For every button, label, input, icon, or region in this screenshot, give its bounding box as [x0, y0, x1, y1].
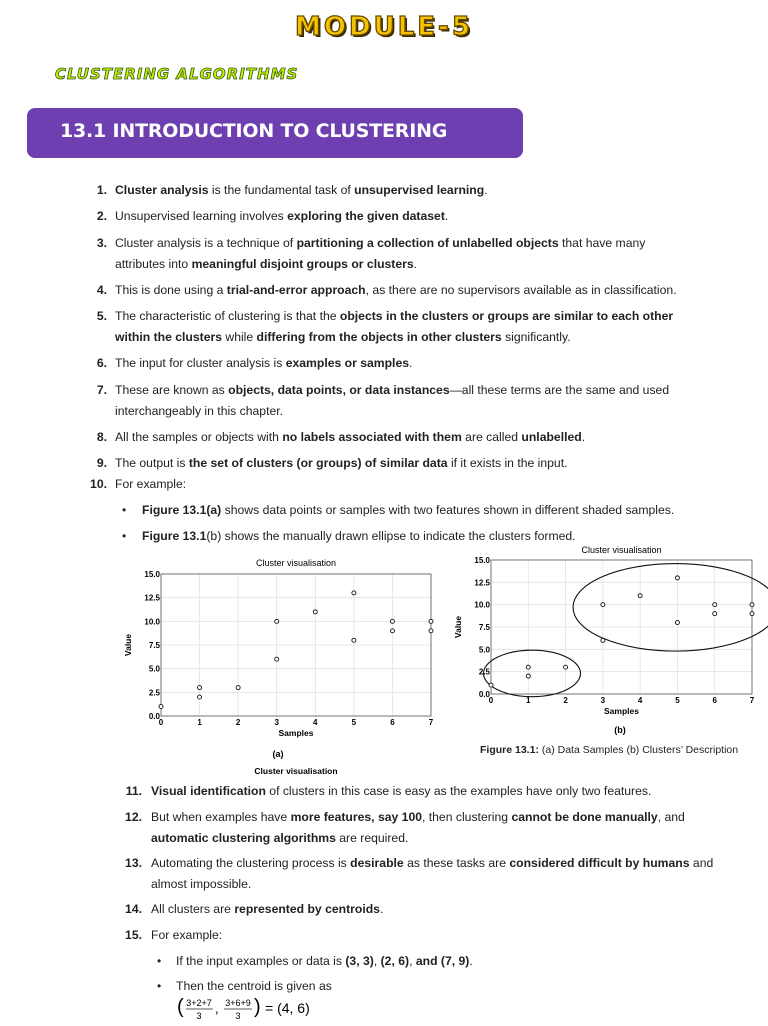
data-point	[526, 674, 530, 678]
bold-text: (3, 3)	[345, 954, 374, 968]
bold-text: partitioning a collection of unlabelled objects	[296, 236, 559, 250]
list-number: 7.	[96, 383, 107, 397]
data-point	[675, 576, 679, 580]
list-item-text	[115, 474, 186, 495]
bold-text: represented by centroids	[234, 902, 380, 916]
bold-text: Cluster analysis	[115, 183, 209, 197]
list-item-text	[115, 233, 645, 254]
text-run: , and	[657, 810, 685, 824]
bold-text: objects, data points, or data instances	[228, 383, 450, 397]
data-point	[564, 665, 568, 669]
text-run: Then the centroid is given as	[176, 979, 332, 993]
text-run: significantly.	[501, 330, 571, 344]
list-number: 13.	[125, 856, 142, 870]
list-item-text	[151, 807, 685, 828]
text-run: is the fundamental task of	[208, 183, 355, 197]
y-tick-label: 5.0	[148, 664, 160, 674]
text-run: The output is	[115, 456, 189, 470]
text-run: All clusters are	[151, 902, 235, 916]
text-run: of clusters in this case is easy as the examples have only two features.	[265, 784, 652, 798]
x-tick-label: 7	[749, 696, 755, 705]
list-item-text	[115, 206, 448, 227]
y-tick-label: 7.5	[478, 623, 490, 632]
text-run: Unsupervised learning involves	[115, 209, 288, 223]
data-point	[198, 686, 202, 690]
formula-svg	[177, 996, 337, 1022]
x-tick-label: 1	[526, 696, 531, 705]
bold-text: trial-and-error approach	[226, 283, 366, 297]
text-run: shows data points or samples with two features shown in different shaded samples.	[221, 503, 675, 517]
bold-text: unlabelled	[521, 430, 582, 444]
x-tick-label: 7	[428, 718, 434, 727]
text-run: For example:	[151, 928, 223, 942]
text-run: (b) shows the manually drawn ellipse to indicate the clusters formed.	[206, 529, 576, 543]
bold-text: unsupervised learning	[354, 183, 485, 197]
y-tick-label: 10.0	[474, 600, 490, 610]
list-number: 8.	[96, 430, 107, 444]
list-number: 12.	[125, 810, 142, 824]
formula-rparen: )	[254, 996, 261, 1018]
bullet-icon: •	[157, 979, 162, 993]
x-tick-label: 6	[712, 696, 717, 705]
bullet-icon: •	[157, 954, 162, 968]
bold-text: Figure 13.1(a)	[142, 503, 222, 517]
chapter-subtitle: CLUSTERING ALGORITHMS	[55, 65, 299, 83]
text-run: , as there are no supervisors available as in classification.	[365, 283, 677, 297]
x-tick-label: 4	[313, 718, 318, 727]
chart-b-sublabel: (b)	[614, 725, 626, 735]
section-title: 13.1 INTRODUCTION TO CLUSTERING	[60, 120, 448, 142]
text-run: as these tasks are	[403, 856, 510, 870]
formula-comma: ,	[215, 1001, 219, 1016]
text-run: and	[689, 856, 714, 870]
bold-text: Visual identification	[151, 784, 266, 798]
text-run: —all these terms are the same and used	[449, 383, 670, 397]
bold-text: no labels associated with them	[282, 430, 462, 444]
bold-text: cannot be done manually	[511, 810, 658, 824]
data-point	[750, 603, 754, 607]
text-run: attributes into	[115, 257, 192, 271]
list-item-text	[115, 453, 567, 474]
x-tick-label: 3	[600, 696, 606, 705]
data-point	[159, 705, 163, 709]
x-tick-label: 0	[158, 718, 164, 727]
data-point	[275, 657, 279, 661]
list-item-text	[151, 925, 222, 946]
y-tick-label: 2.5	[478, 667, 490, 677]
text-run: If the input examples or data is	[176, 954, 346, 968]
x-axis-label: Samples	[604, 706, 639, 716]
list-item-text	[115, 306, 673, 327]
x-tick-label: 2	[235, 718, 241, 727]
list-item-text	[115, 180, 488, 201]
text-run: interchangeably in this chapter.	[115, 404, 284, 418]
text-run: .	[409, 356, 413, 370]
chart-a-undercaption: Cluster visualisation	[254, 766, 338, 776]
bold-text: examples or samples	[285, 356, 410, 370]
list-number: 15.	[125, 928, 142, 942]
data-point	[390, 619, 394, 623]
formula-den2: 3	[235, 1011, 241, 1021]
x-tick-label: 2	[563, 696, 568, 705]
x-tick-label: 1	[197, 718, 202, 727]
bold-text: within the clusters	[115, 330, 222, 344]
y-tick-label: 7.5	[148, 641, 160, 650]
y-axis-label: Value	[453, 615, 463, 639]
figure-caption	[480, 744, 738, 756]
y-tick-label: 15.0	[474, 556, 490, 565]
data-point	[489, 683, 493, 687]
y-tick-label: 10.0	[144, 617, 160, 627]
text-run: .	[413, 257, 418, 271]
x-tick-label: 5	[351, 718, 357, 727]
bullet-icon: •	[122, 529, 127, 543]
bold-text: objects in the clusters or groups are similar to each other	[339, 309, 674, 323]
bold-text: Figure 13.1	[142, 529, 207, 543]
formula-rhs: = (4, 6)	[265, 1000, 310, 1016]
chart-title: Cluster visualisation	[581, 545, 662, 555]
data-point	[713, 612, 717, 616]
bold-text: (2, 6)	[380, 954, 410, 968]
bullet-item-text	[142, 500, 674, 521]
text-run: that have many	[558, 236, 646, 250]
bold-text: exploring the given dataset	[287, 209, 445, 223]
data-point	[638, 594, 642, 598]
data-point	[236, 686, 240, 690]
bold-text: more features, say 100	[290, 810, 422, 824]
list-item-text	[151, 899, 383, 920]
list-number: 9.	[96, 456, 107, 470]
list-number: 10.	[90, 477, 107, 491]
list-number: 5.	[96, 309, 107, 323]
figure-caption-label: Figure 13.1:	[480, 744, 539, 756]
formula-den1: 3	[196, 1011, 202, 1021]
data-point	[198, 695, 202, 699]
bold-text: the set of clusters (or groups) of similar data	[188, 456, 448, 470]
data-point	[275, 619, 279, 623]
list-item-text	[115, 380, 669, 401]
scatter-chart-b	[452, 542, 768, 742]
bold-text: meaningful disjoint groups or clusters	[191, 257, 414, 271]
list-number: 2.	[96, 209, 107, 223]
text-run: This is done using a	[115, 283, 227, 297]
text-run: The input for cluster analysis is	[115, 356, 286, 370]
y-tick-label: 0.0	[478, 690, 490, 699]
x-tick-label: 6	[390, 718, 395, 727]
list-item-text	[115, 280, 677, 301]
figure-caption-text: (a) Data Samples (b) Clusters’ Description	[538, 744, 739, 756]
data-point	[429, 629, 433, 633]
text-run: But when examples have	[151, 810, 291, 824]
bold-text: and (7, 9)	[415, 954, 470, 968]
text-run: , then clustering	[422, 810, 512, 824]
text-run: All the samples or objects with	[115, 430, 283, 444]
list-item-text	[115, 427, 585, 448]
y-tick-label: 12.5	[144, 593, 160, 603]
text-run: ,	[409, 954, 416, 968]
section-banner	[27, 108, 523, 158]
list-item-text	[151, 853, 713, 874]
list-number: 14.	[125, 902, 142, 916]
text-run: almost impossible.	[151, 877, 252, 891]
list-number: 11.	[125, 784, 142, 798]
formula-num1: 3+2+7	[186, 998, 212, 1008]
bold-text: automatic clustering algorithms	[151, 831, 336, 845]
text-run: .	[581, 430, 586, 444]
data-point	[675, 621, 679, 625]
list-number: 4.	[96, 283, 107, 297]
text-run: The characteristic of clustering is that the	[115, 309, 340, 323]
text-run: are required.	[335, 831, 409, 845]
data-point	[526, 665, 530, 669]
y-tick-label: 12.5	[474, 578, 490, 588]
y-axis-label: Value	[123, 633, 133, 657]
text-run: .	[444, 209, 449, 223]
list-number: 6.	[96, 356, 107, 370]
cluster-ellipse	[573, 564, 768, 652]
data-point	[601, 638, 605, 642]
y-tick-label: 5.0	[478, 645, 490, 655]
data-point	[601, 603, 605, 607]
text-run: Automating the clustering process is	[151, 856, 351, 870]
text-run: For example:	[115, 477, 187, 491]
formula-num2: 3+6+9	[225, 998, 251, 1008]
chart-title: Cluster visualisation	[255, 558, 337, 568]
text-run: .	[379, 902, 384, 916]
bold-text: considered difficult by humans	[509, 856, 690, 870]
y-tick-label: 0.0	[148, 712, 160, 721]
bullet-item-text	[176, 976, 332, 997]
data-point	[390, 629, 394, 633]
list-item-text-cont	[115, 401, 283, 422]
list-item-text-cont	[151, 874, 251, 895]
y-tick-label: 2.5	[148, 688, 160, 698]
text-run: .	[469, 954, 473, 968]
data-point	[713, 603, 717, 607]
text-run: .	[484, 183, 488, 197]
formula-lparen: (	[177, 996, 184, 1018]
bullet-icon: •	[122, 503, 127, 517]
module-title: MODULE-5	[295, 12, 473, 42]
bullet-item-text	[176, 951, 473, 972]
text-run: are called	[461, 430, 522, 444]
list-item-text-cont	[115, 254, 417, 275]
text-run: Cluster analysis is a technique of	[115, 236, 297, 250]
text-run: These are known as	[115, 383, 229, 397]
x-tick-label: 0	[488, 696, 494, 705]
text-run: if it exists in the input.	[447, 456, 568, 470]
list-number: 1.	[96, 183, 107, 197]
x-axis-label: Samples	[278, 728, 314, 738]
list-item-text	[115, 353, 412, 374]
bold-text: desirable	[350, 856, 404, 870]
x-tick-label: 5	[675, 696, 680, 705]
chart-a-sublabel: (a)	[272, 749, 284, 759]
x-tick-label: 4	[637, 696, 643, 705]
x-tick-label: 3	[274, 718, 279, 727]
text-run: ,	[373, 954, 381, 968]
centroid-formula	[177, 996, 337, 1026]
list-item-text-cont	[151, 828, 408, 849]
data-point	[750, 612, 754, 616]
text-run: while	[222, 330, 257, 344]
data-point	[313, 610, 317, 614]
data-point	[352, 638, 356, 642]
data-point	[352, 591, 356, 595]
list-number: 3.	[96, 236, 107, 250]
list-item-text-cont	[115, 327, 571, 348]
data-point	[429, 619, 433, 623]
bold-text: differing from the objects in other clusters	[256, 330, 502, 344]
list-item-text	[151, 781, 651, 802]
scatter-chart-a	[118, 552, 448, 780]
y-tick-label: 15.0	[144, 570, 160, 579]
